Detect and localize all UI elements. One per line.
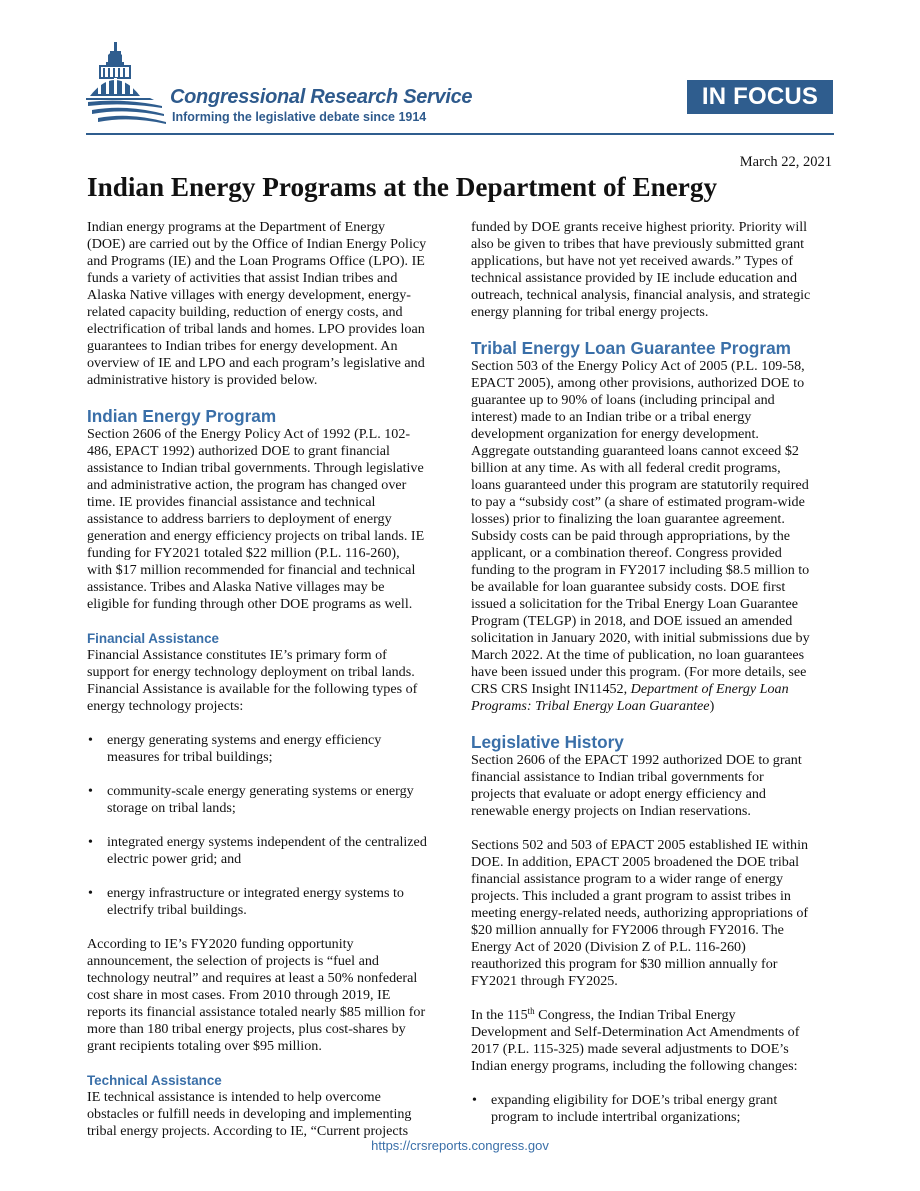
report-date: March 22, 2021 <box>739 154 832 170</box>
capitol-dome-icon <box>84 40 166 130</box>
legislative-history-paragraph-2: Sections 502 and 503 of EPACT 2005 established IE within DOE. In addition, EPACT 2005 broadened the DOE tribal financial assistance program to a wider range of energy projects. This included a grant program to assist tribes in meeting energy-related needs, authorizing appropriations of $20 million annually for FY2006 through FY2016. The Energy Act of 2020 (Division Z of P.L. 116-260) reauthorized this program for $30 million annually for FY2021 through FY2025. <box>471 837 809 989</box>
header-divider <box>86 133 834 135</box>
legislative-history-paragraph-1: Section 2606 of the EPACT 1992 authorized DOE to grant financial assistance to Indian tribal governments for projects that evaluate or adopt energy efficiency and renewable energy projects on Indian reservations. <box>471 752 802 819</box>
technical-assistance-paragraph: IE technical assistance is intended to help overcome obstacles or fulfill needs in developing and implementing tribal energy projects. According to IE, “Current projects <box>87 1089 412 1139</box>
legislative-history-paragraph-3: In the 115th Congress, the Indian Tribal Energy Development and Self-Determination Act Amendments of 2017 (P.L. 115-325) made several adjustments to DOE’s Indian energy programs, including the following changes: <box>471 1006 800 1074</box>
list-item: • energy infrastructure or integrated energy systems to electrify tribal buildings. <box>87 885 452 919</box>
right-column <box>471 219 836 1126</box>
funding-opportunity-paragraph: According to IE’s FY2020 funding opportunity announcement, the selection of projects is “fuel and technology neutral” and requires at least a 50% nonfederal cost share in most cases. From 2010 through 2019, IE reports its financial assistance totaled nearly $85 million for more than 180 tribal energy projects, plus cost-shares by grant recipients totaling over $95 million. <box>87 936 426 1054</box>
left-column <box>87 219 452 1140</box>
list-item: • integrated energy systems independent of the centralized electric power grid; and <box>87 834 452 868</box>
technical-assistance-continued-paragraph: funded by DOE grants receive highest priority. Priority will also be given to tribes that have previously submitted grant applications, but have not yet received awards.” Types of technical assistance provided by IE include education and outreach, technical analysis, financial analysis, and strategic energy planning for tribal energy projects. <box>471 219 811 320</box>
indian-energy-program-paragraph: Section 2606 of the Energy Policy Act of 1992 (P.L. 102- 486, EPACT 1992) authorized DOE to grant financial assistance to Indian tribal governments. Through legislative and administrative action, the program has changed over time. IE provides financial assistance and technical assistance to address barriers to deployment of energy generation and energy efficiency projects on tribal lands. IE funding for FY2021 totaled $22 million (P.L. 116-260), with $17 million recommended for financial and technical assistance. Tribes and Alaska Native villages may be eligible for funding through other DOE programs as well. <box>87 426 425 612</box>
crs-insight-link[interactable]: Department of Energy Loan <box>630 681 789 697</box>
list-item: • expanding eligibility for DOE’s tribal energy grant program to include intertribal organizations; <box>471 1092 836 1126</box>
footer-link[interactable]: https://crsreports.congress.gov <box>371 1138 549 1153</box>
page-title: Indian Energy Programs at the Department of Energy <box>87 172 718 202</box>
in-focus-badge: IN FOCUS <box>687 80 833 114</box>
org-name: Congressional Research Service <box>170 86 473 108</box>
project-types-list <box>87 732 452 919</box>
section-heading-legislative-history: Legislative History <box>471 732 624 752</box>
subheading-financial-assistance: Financial Assistance <box>87 631 219 646</box>
section-heading-indian-energy-program: Indian Energy Program <box>87 406 277 426</box>
crs-insight-ref: CRS CRS Insight IN11452, Department of Energy Loan Programs: Tribal Energy Loan Guarantee) <box>471 681 789 714</box>
section-heading-tribal-energy-loan-guarantee: Tribal Energy Loan Guarantee Program <box>471 338 791 358</box>
intro-paragraph: Indian energy programs at the Department of Energy (DOE) are carried out by the Office of Indian Energy Policy and Programs (IE) and the Loan Programs Office (LPO). IE funds a variety of activities that assist Indian tribes and Alaska Native villages with energy development, energy- related capacity building, reduction of energy costs, and electrification of tribal lands and homes. LPO provides loan guarantees to Indian tribes for energy development. An overview of IE and LPO and each program’s legislative and administrative history is provided below. <box>87 219 427 388</box>
org-tagline: Informing the legislative debate since 1914 <box>172 110 427 124</box>
list-item: • energy generating systems and energy efficiency measures for tribal buildings; <box>87 732 452 766</box>
list-item: • community-scale energy generating systems or energy storage on tribal lands; <box>87 783 452 817</box>
financial-assistance-paragraph: Financial Assistance constitutes IE’s primary form of support for energy technology deployment on tribal lands. Financial Assistance is available for the following types of energy technology projects: <box>87 647 418 714</box>
loan-guarantee-paragraph: Section 503 of the Energy Policy Act of 2005 (P.L. 109-58, EPACT 2005), among other provisions, authorized DOE to guarantee up to 90% of loans (including principal and interest) made to an Indian tribe or a tribal energy development organization for energy development. Aggregate outstanding guaranteed loans cannot exceed $2 billion at any time. As with all federal credit programs, loans guaranteed under this program are statutorily required to pay a “subsidy cost” (a share of estimated program-wide losses) prior to finalizing the loan guarantee agreement. Subsidy costs can be paid through appropriations, by the applicant, or a combination thereof. Congress provided funding to the program in FY2017 including $8.5 million to be available for loan guarantee subsidy costs. DOE first issued a solicitation for the Tribal Energy Loan Guarantee Program (TELGP) in 2018, and DOE issued an amended solicitation in January 2020, with initial submissions due by March 2022. At the time of publication, no loan guarantees have been issued under this program. (For more details, see CRS CRS Insight IN11452, Department of Energy Loan Programs: Tribal Energy Loan Guarantee) <box>471 358 810 714</box>
changes-list <box>471 1092 836 1126</box>
subheading-technical-assistance: Technical Assistance <box>87 1073 222 1088</box>
